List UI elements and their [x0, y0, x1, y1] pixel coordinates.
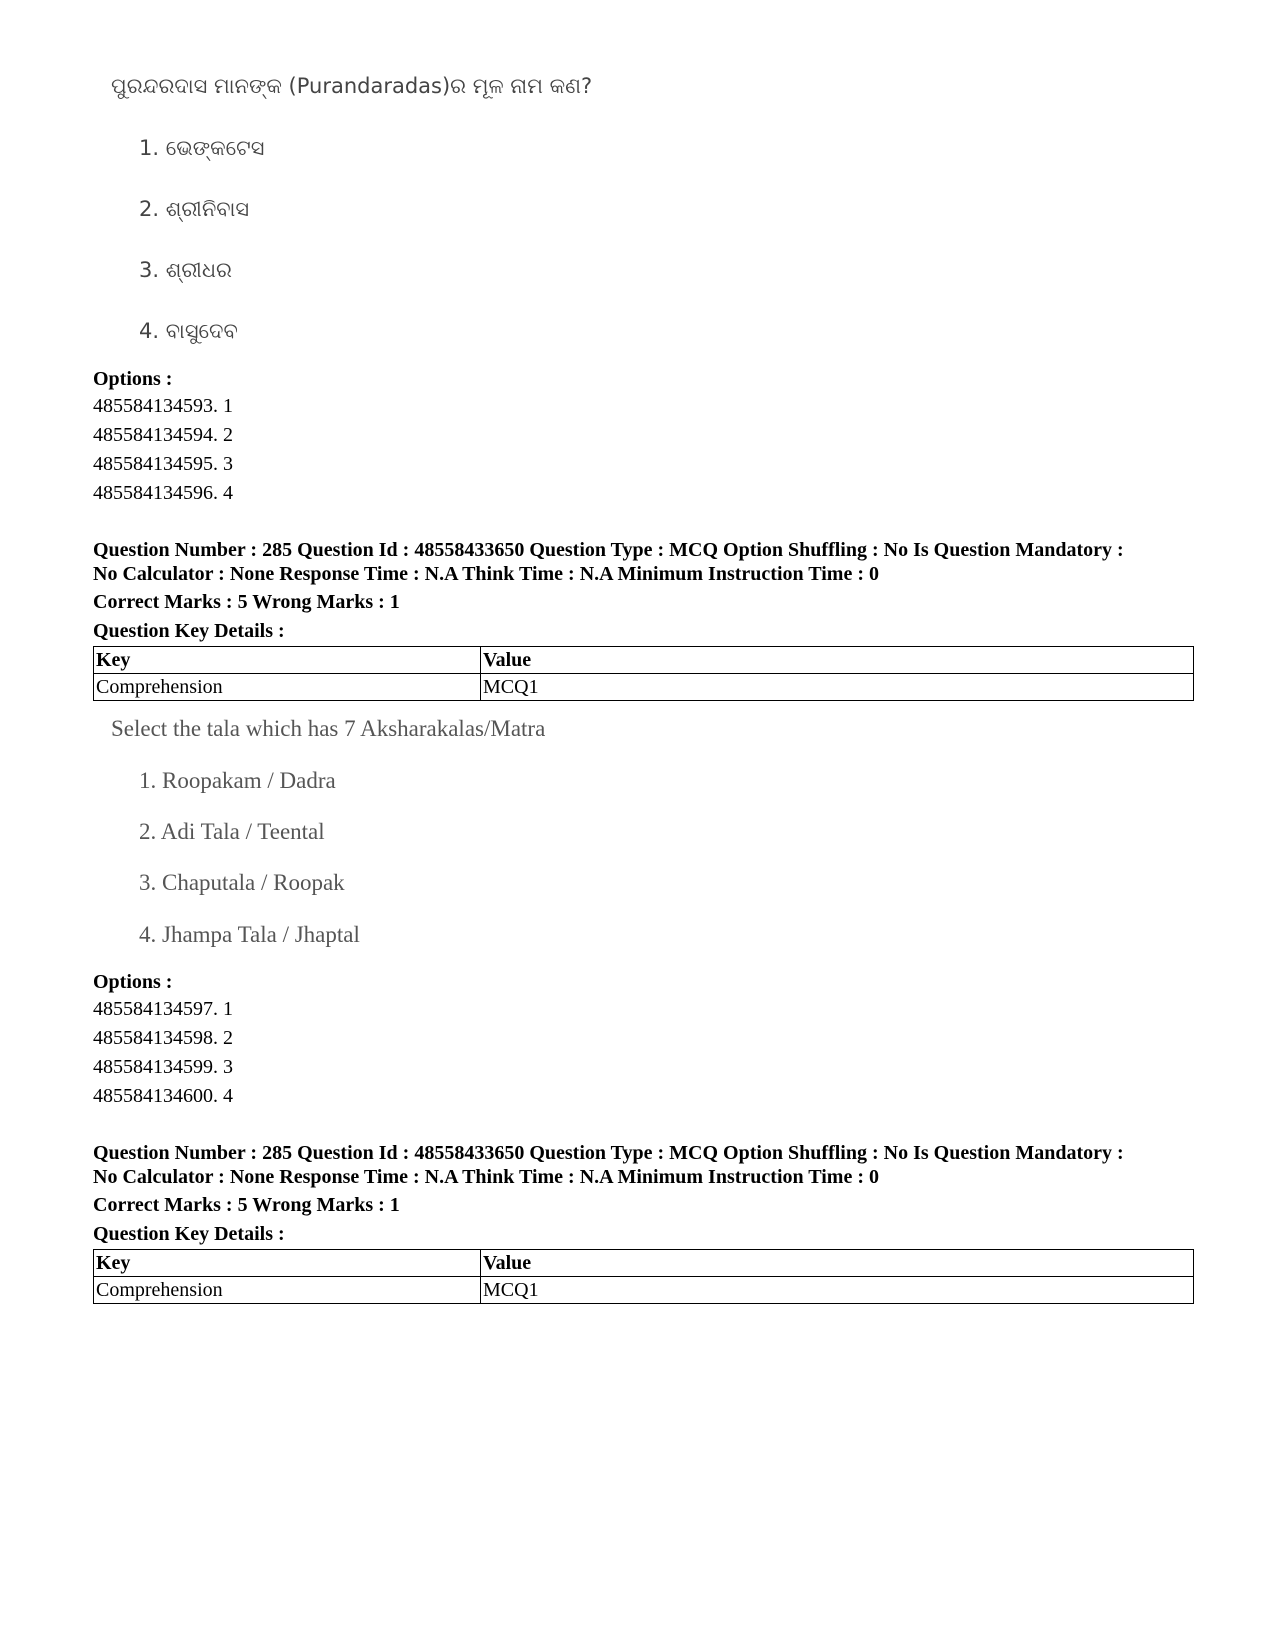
- question-text: Select the tala which has 7 Aksharakalas/Matra: [111, 716, 546, 741]
- option-item: 485584134599. 3: [93, 1056, 233, 1078]
- key-table-wrapper: [93, 646, 1194, 701]
- question-choice-2: 2. ଶ୍ରୀନିବାସ: [139, 197, 250, 221]
- question-choice-4: 4. ବାସୁଦେବ: [139, 319, 238, 343]
- table-header-value: Value: [481, 1250, 1194, 1277]
- question-image-odia: [93, 74, 593, 343]
- question-choice-3: 3. ଶ୍ରୀଧର: [139, 258, 232, 282]
- table-cell-key: Comprehension: [94, 1277, 481, 1304]
- question-meta-line1: Question Number : 285 Question Id : 48558433650 Question Type : MCQ Option Shuffling : No Is Question Mandatory :: [93, 539, 1124, 561]
- key-table-wrapper: [93, 1249, 1194, 1304]
- option-item: 485584134596. 4: [93, 482, 233, 504]
- key-table: [93, 646, 1194, 701]
- question-choice-4: 4. Jhampa Tala / Jhaptal: [139, 922, 360, 947]
- key-details-heading: Question Key Details :: [93, 620, 285, 642]
- question-choice-1: 1. Roopakam / Dadra: [139, 768, 336, 793]
- key-details-heading: Question Key Details :: [93, 1223, 285, 1245]
- marks-line: Correct Marks : 5 Wrong Marks : 1: [93, 591, 400, 613]
- table-header-key: Key: [94, 647, 481, 674]
- question-meta: [93, 538, 1203, 646]
- table-cell-value: MCQ1: [481, 674, 1194, 701]
- options-list: [93, 366, 233, 508]
- question-image-tala: [93, 716, 546, 947]
- table-header-value: Value: [481, 647, 1194, 674]
- table-header-row: [94, 647, 1194, 674]
- option-item: 485584134600. 4: [93, 1085, 233, 1107]
- question-meta-line2: No Calculator : None Response Time : N.A Think Time : N.A Minimum Instruction Time : 0: [93, 563, 879, 585]
- table-row: [94, 1277, 1194, 1304]
- table-row: [94, 674, 1194, 701]
- options-heading: Options :: [93, 368, 173, 390]
- option-item: 485584134598. 2: [93, 1027, 233, 1049]
- table-header-row: [94, 1250, 1194, 1277]
- question-meta-line2: No Calculator : None Response Time : N.A Think Time : N.A Minimum Instruction Time : 0: [93, 1166, 879, 1188]
- key-table: [93, 1249, 1194, 1304]
- question-choice-1: 1. ଭେଙ୍କଟେସ: [139, 136, 265, 160]
- option-item: 485584134595. 3: [93, 453, 233, 475]
- marks-line: Correct Marks : 5 Wrong Marks : 1: [93, 1194, 400, 1216]
- question-meta: [93, 1141, 1203, 1249]
- question-choice-2: 2. Adi Tala / Teental: [139, 819, 325, 844]
- table-cell-key: Comprehension: [94, 674, 481, 701]
- table-header-key: Key: [94, 1250, 481, 1277]
- question-text: ପୁରନ୍ଦରଦାସ ମାନଙ୍କ (Purandaradas)ର ମୂଳ ନାମ କଣ?: [111, 74, 593, 98]
- options-heading: Options :: [93, 971, 173, 993]
- question-choice-3: 3. Chaputala / Roopak: [139, 870, 345, 895]
- options-list: [93, 969, 233, 1111]
- option-item: 485584134597. 1: [93, 998, 233, 1020]
- option-item: 485584134594. 2: [93, 424, 233, 446]
- option-item: 485584134593. 1: [93, 395, 233, 417]
- question-meta-line1: Question Number : 285 Question Id : 48558433650 Question Type : MCQ Option Shuffling : No Is Question Mandatory :: [93, 1142, 1124, 1164]
- table-cell-value: MCQ1: [481, 1277, 1194, 1304]
